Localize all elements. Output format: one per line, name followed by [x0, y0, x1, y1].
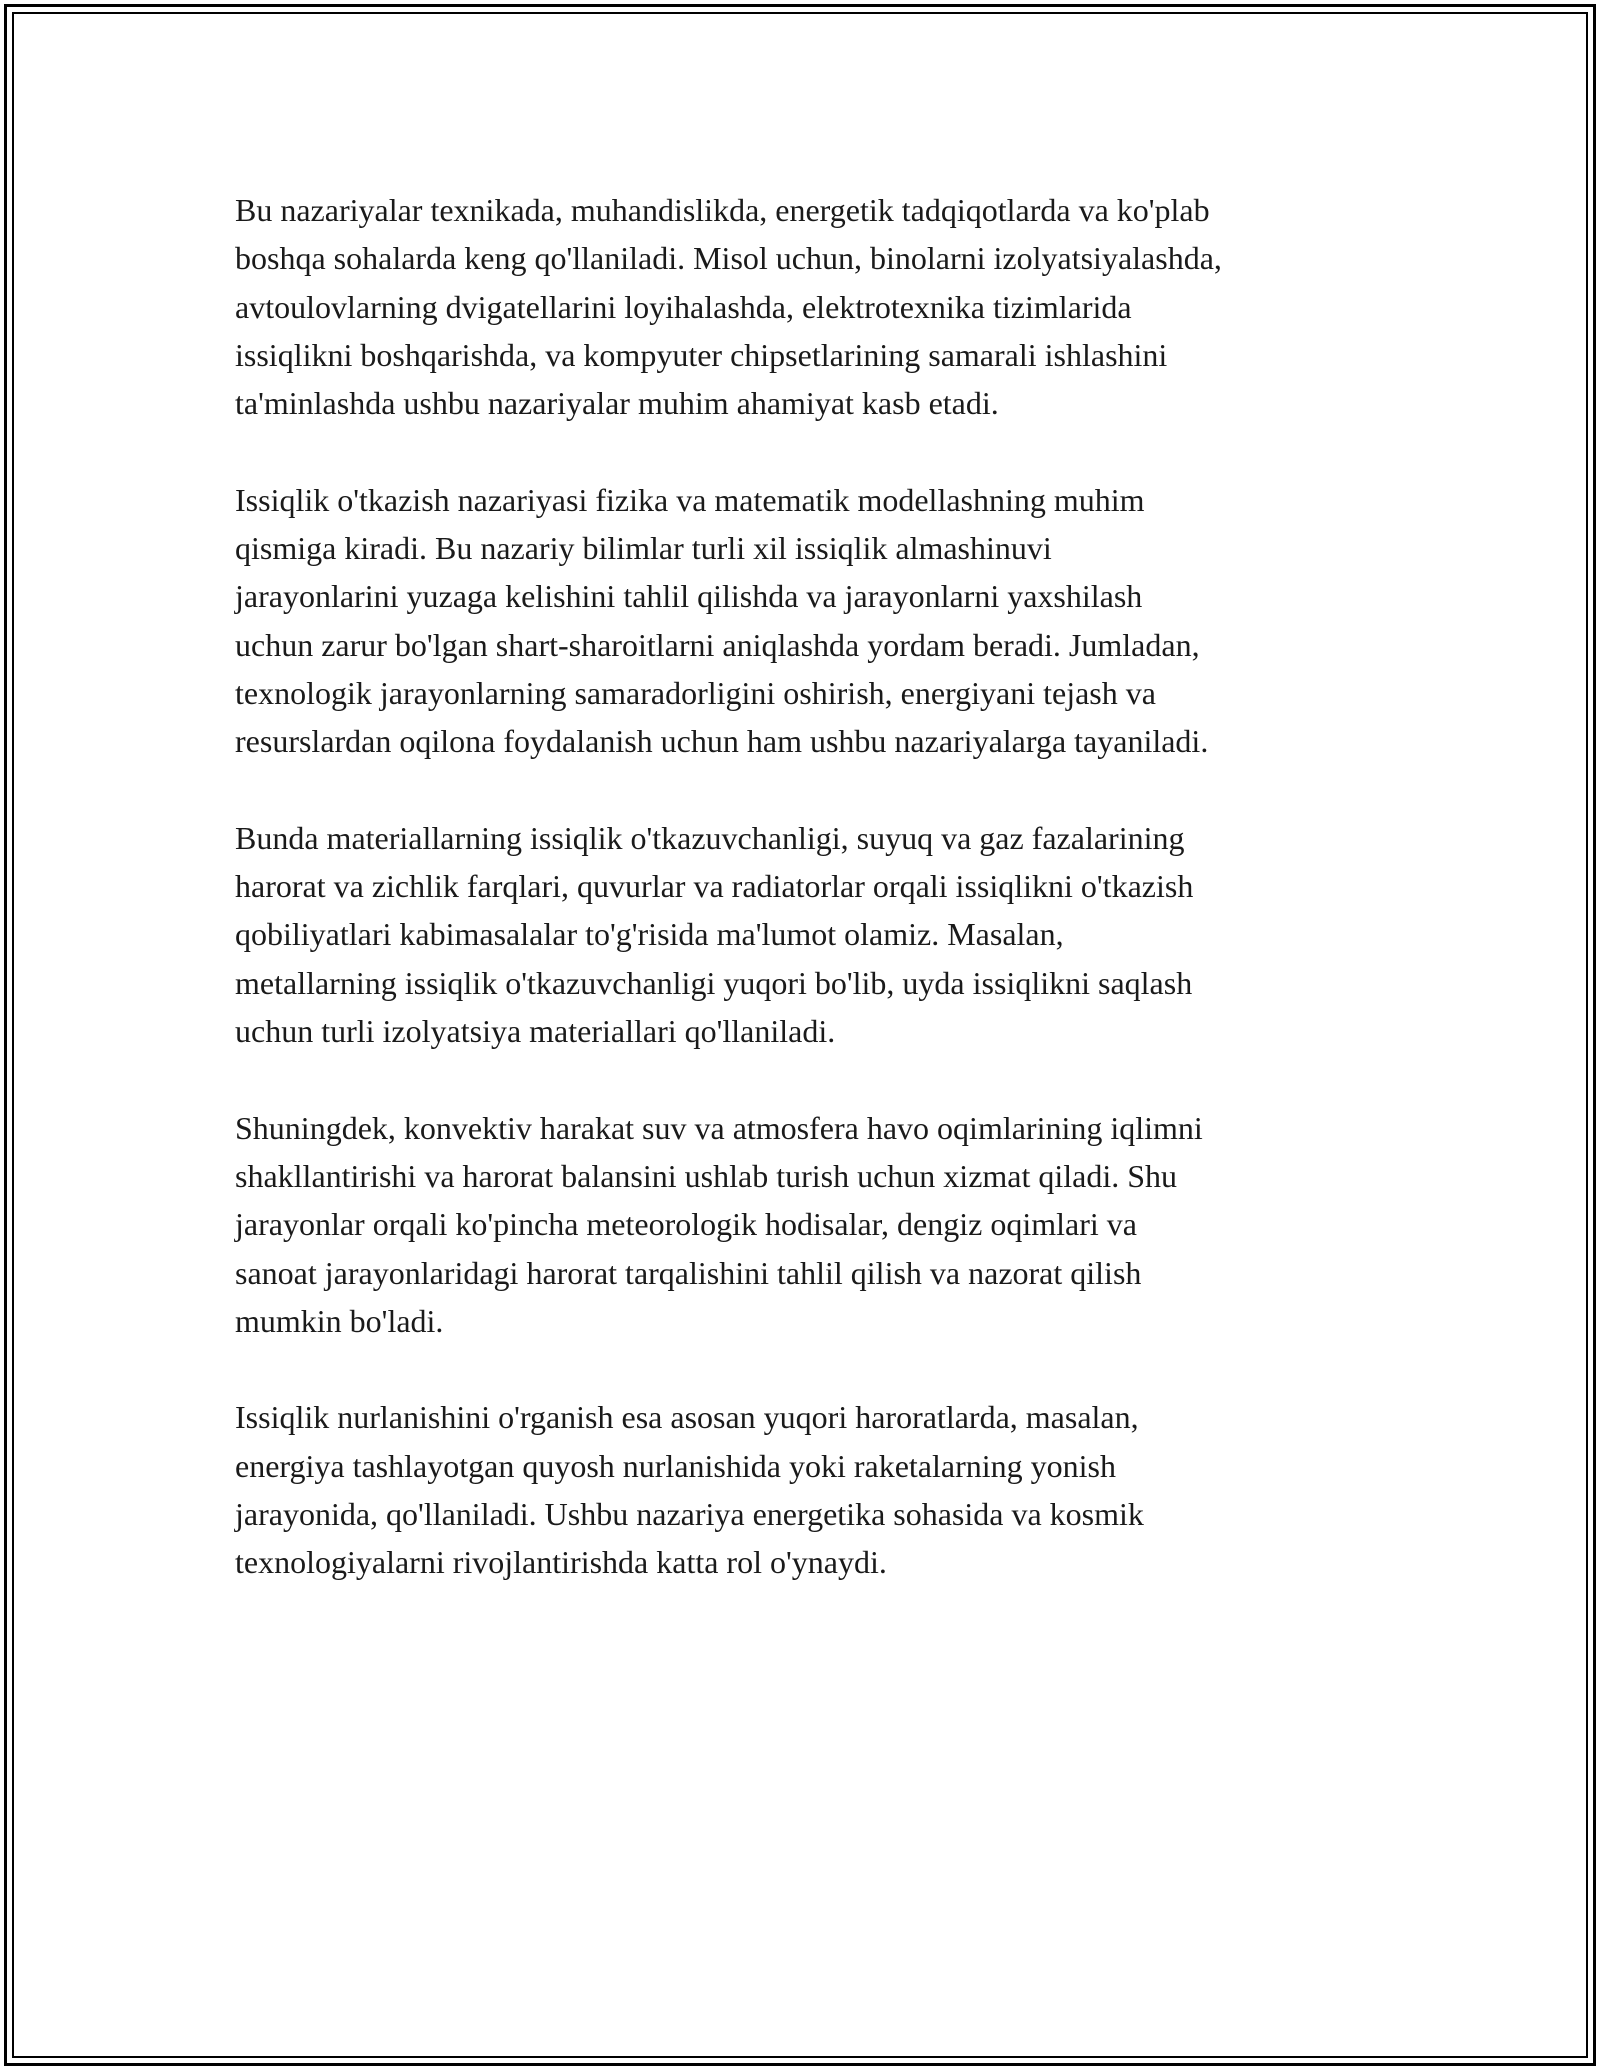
- paragraph-conductivity: Bunda materiallarning issiqlik o'tkazuvchanligi, suyuq va gaz fazalarining harorat va zichlik farqlari, quvurlar va radiatorlar orqali issiqlikni o'tkazish qobiliyatlari kabimasalalar to'g'risida ma'lumot olamiz. Masalan, metallarning issiqlik o'tkazuvchanligi yuqori bo'lib, uyda issiqlikni saqlash uchun turli izolyatsiya materiallari qo'llaniladi.: [235, 819, 1194, 1050]
- paragraph-applications: Bu nazariyalar texnikada, muhandislikda, energetik tadqiqotlarda va ko'plab boshqa sohalarda keng qo'llaniladi. Misol uchun, binolarni izolyatsiyalashda, avtoulovlarning dvigatellarini loyihalashda, elektrotexnika tizimlarida issiqlikni boshqarishda, va kompyuter chipsetlarining samarali ishlashini ta'minlashda ushbu nazariyalar muhim ahamiyat kasb etadi.: [235, 192, 1222, 422]
- paragraph-convection: Shuningdek, konvektiv harakat suv va atmosfera havo oqimlarining iqlimni shakllantirishi va harorat balansini ushlab turish uchun xizmat qiladi. Shu jarayonlar orqali ko'pincha meteorologik hodisalar, dengiz oqimlari va sanoat jarayonlaridagi harorat tarqalishini tahlil qilish va nazorat qilish mumkin bo'ladi.: [235, 1109, 1203, 1339]
- document-body: [235, 186, 1385, 1635]
- paragraph-heat-transfer-theory: Issiqlik o'tkazish nazariyasi fizika va matematik modellashning muhim qismiga kiradi. Bu nazariy bilimlar turli xil issiqlik almashinuvi jarayonlarini yuzaga kelishini tahlil qilishda va jarayonlarni yaxshilash uchun zarur bo'lgan shart-sharoitlarni aniqlashda yordam beradi. Jumladan, texnologik jarayonlarning samaradorligini oshirish, energiyani tejash va resurslardan oqilona foydalanish uchun ham ushbu nazariyalarga tayaniladi.: [235, 481, 1209, 760]
- paragraph-radiation: Issiqlik nurlanishini o'rganish esa asosan yuqori haroratlarda, masalan, energiya tashlayotgan quyosh nurlanishida yoki raketalarning yonish jarayonida, qo'llaniladi. Ushbu nazariya energetika sohasida va kosmik texnologiyalarni rivojlantirishda katta rol o'ynaydi.: [235, 1399, 1144, 1581]
